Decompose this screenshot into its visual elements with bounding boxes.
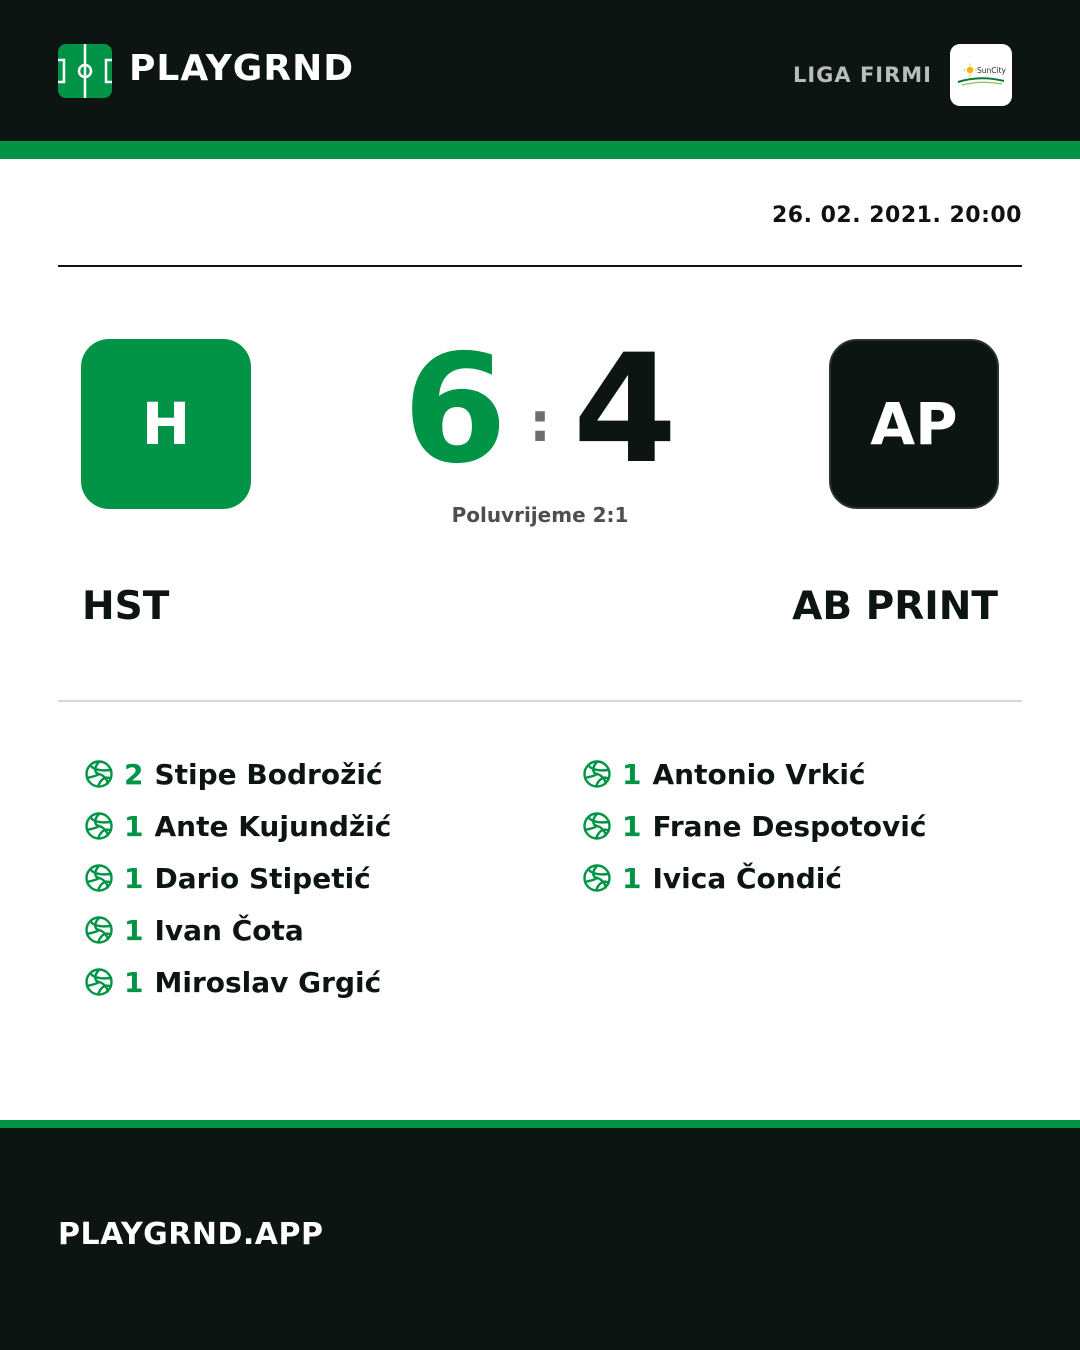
home-team-badge — [81, 339, 251, 509]
scorer-goals: 1 — [622, 757, 642, 791]
divider — [58, 265, 1022, 267]
scorer-row — [84, 904, 544, 956]
scoreboard — [340, 323, 740, 497]
sponsor-logo — [950, 44, 1012, 106]
home-team-name: HST — [82, 584, 170, 629]
scorer-name: Miroslav Grgić — [154, 965, 382, 999]
scorer-name: Stipe Bodrožić — [154, 757, 383, 791]
scorer-row — [582, 748, 1042, 800]
scorer-goals: 1 — [622, 861, 642, 895]
away-team-badge — [829, 339, 999, 509]
halftime-score: Poluvrijeme 2:1 — [451, 503, 629, 527]
footer-accent-bar — [0, 1120, 1080, 1128]
scorer-goals: 1 — [124, 913, 144, 947]
ball-icon — [84, 811, 114, 841]
scorer-goals: 1 — [124, 861, 144, 895]
scorer-name: Dario Stipetić — [154, 861, 371, 895]
home-scorers-list — [84, 748, 544, 1008]
away-team-name: AB PRINT — [792, 584, 998, 629]
scorer-goals: 1 — [622, 809, 642, 843]
scorer-row — [582, 852, 1042, 904]
scorer-name: Ante Kujundžić — [154, 809, 392, 843]
ball-icon — [582, 759, 612, 789]
scorer-row — [84, 956, 544, 1008]
header-accent-bar — [0, 141, 1080, 159]
score-separator: : — [529, 390, 551, 454]
ball-icon — [84, 759, 114, 789]
scorer-row — [582, 800, 1042, 852]
scorer-name: Frane Despotović — [652, 809, 927, 843]
scorer-row — [84, 748, 544, 800]
away-score: 4 — [572, 323, 678, 497]
home-team-initials: H — [141, 390, 191, 458]
pitch-icon — [58, 44, 112, 98]
ball-icon — [84, 863, 114, 893]
ball-icon — [84, 915, 114, 945]
scorer-row — [84, 852, 544, 904]
divider — [58, 700, 1022, 702]
scorer-row — [84, 800, 544, 852]
svg-text:SunCity: SunCity — [977, 66, 1006, 75]
scorer-goals: 1 — [124, 965, 144, 999]
scorer-goals: 1 — [124, 809, 144, 843]
footer-url: PLAYGRND.APP — [58, 1217, 324, 1252]
header — [0, 0, 1080, 141]
scorer-goals: 2 — [124, 757, 144, 791]
match-datetime: 26. 02. 2021. 20:00 — [771, 203, 1022, 228]
away-team-initials: AP — [870, 390, 958, 458]
scorer-name: Antonio Vrkić — [652, 757, 866, 791]
scorer-name: Ivica Čondić — [652, 861, 842, 895]
ball-icon — [582, 863, 612, 893]
brand-name: PLAYGRND — [129, 48, 355, 89]
away-scorers-list — [582, 748, 1042, 904]
ball-icon — [84, 967, 114, 997]
ball-icon — [582, 811, 612, 841]
league-name: LIGA FIRMI — [792, 63, 932, 87]
scorer-name: Ivan Čota — [154, 913, 304, 947]
home-score: 6 — [402, 323, 508, 497]
